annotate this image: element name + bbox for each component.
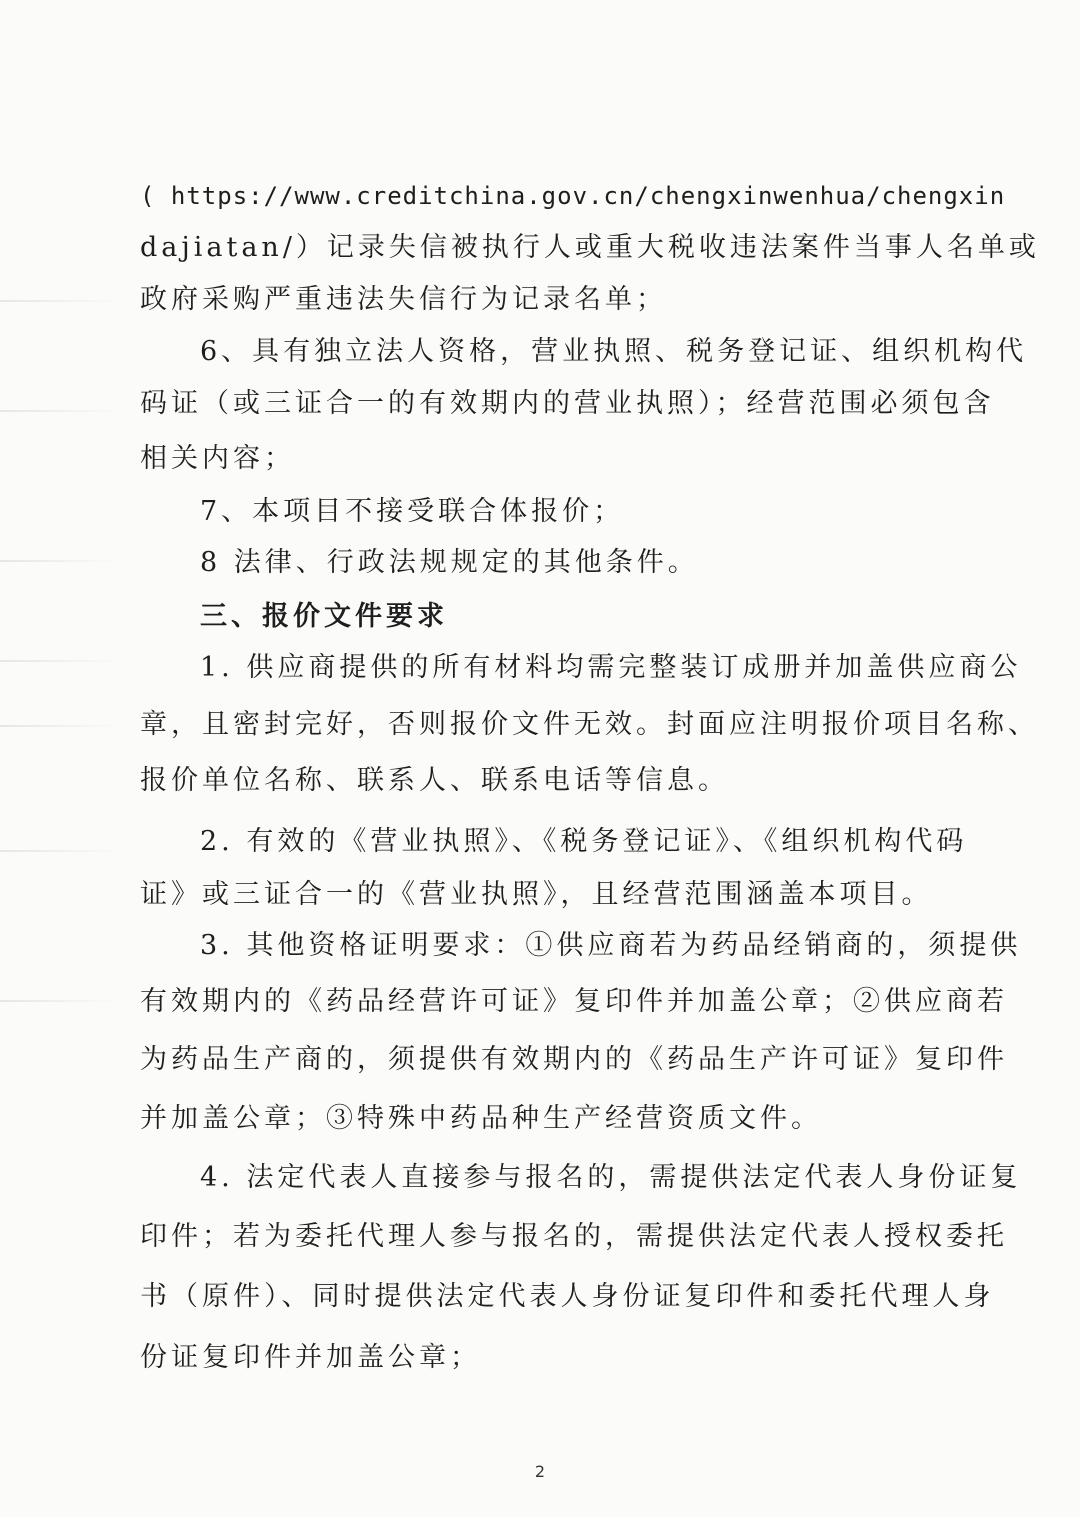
scan-artifact [0,410,120,412]
text-line: 为药品生产商的，须提供有效期内的《药品生产许可证》复印件 [140,1044,1008,1075]
text-line: 报价单位名称、联系人、联系电话等信息。 [140,765,729,796]
text-line: 印件；若为委托代理人参与报名的，需提供法定代表人授权委托 [140,1221,1008,1252]
scan-artifact [0,725,120,727]
text-line: 4. 法定代表人直接参与报名的，需提供法定代表人身份证复 [200,1162,1022,1193]
text-line: 码证（或三证合一的有效期内的营业执照）；经营范围必须包含 [140,388,995,419]
scan-artifact [0,850,120,852]
text-line: 章，且密封完好，否则报价文件无效。封面应注明报价项目名称、 [140,709,1039,740]
text-line: 政府采购严重违法失信行为记录名单； [140,284,667,315]
scan-artifact [0,560,120,562]
text-line: 份证复印件并加盖公章； [140,1342,481,1373]
text-line: 2. 有效的《营业执照》、《税务登记证》、《组织机构代码 [200,826,968,857]
page-number: 2 [534,1462,546,1481]
text-line: 1. 供应商提供的所有材料均需完整装订成册并加盖供应商公 [200,652,1022,683]
text-line: 书（原件）、同时提供法定代表人身份证复印件和委托代理人身 [140,1281,995,1312]
section-heading: 三、报价文件要求 [200,601,448,632]
text-line: 8 法律、行政法规规定的其他条件。 [200,547,699,578]
scan-artifact [0,1000,120,1002]
text-line: 有效期内的《药品经营许可证》复印件并加盖公章；②供应商若 [140,986,1008,1017]
text-line: 3. 其他资格证明要求：①供应商若为药品经销商的，须提供 [200,930,1022,961]
scan-artifact [0,300,120,302]
text-line: 6、具有独立法人资格，营业执照、税务登记证、组织机构代 [200,336,1028,367]
text-line: dajiatan/）记录失信被执行人或重大税收违法案件当事人名单或 [140,232,1040,263]
text-line: 7、本项目不接受联合体报价； [200,496,625,527]
text-line: ( https://www.creditchina.gov.cn/chengxinwenhua/chengxin [140,182,1006,210]
text-line: 相关内容； [140,443,295,474]
text-line: 证》或三证合一的《营业执照》，且经营范围涵盖本项目。 [140,879,933,910]
text-line: 并加盖公章；③特殊中药品种生产经营资质文件。 [140,1103,822,1134]
scan-artifact [0,660,120,662]
